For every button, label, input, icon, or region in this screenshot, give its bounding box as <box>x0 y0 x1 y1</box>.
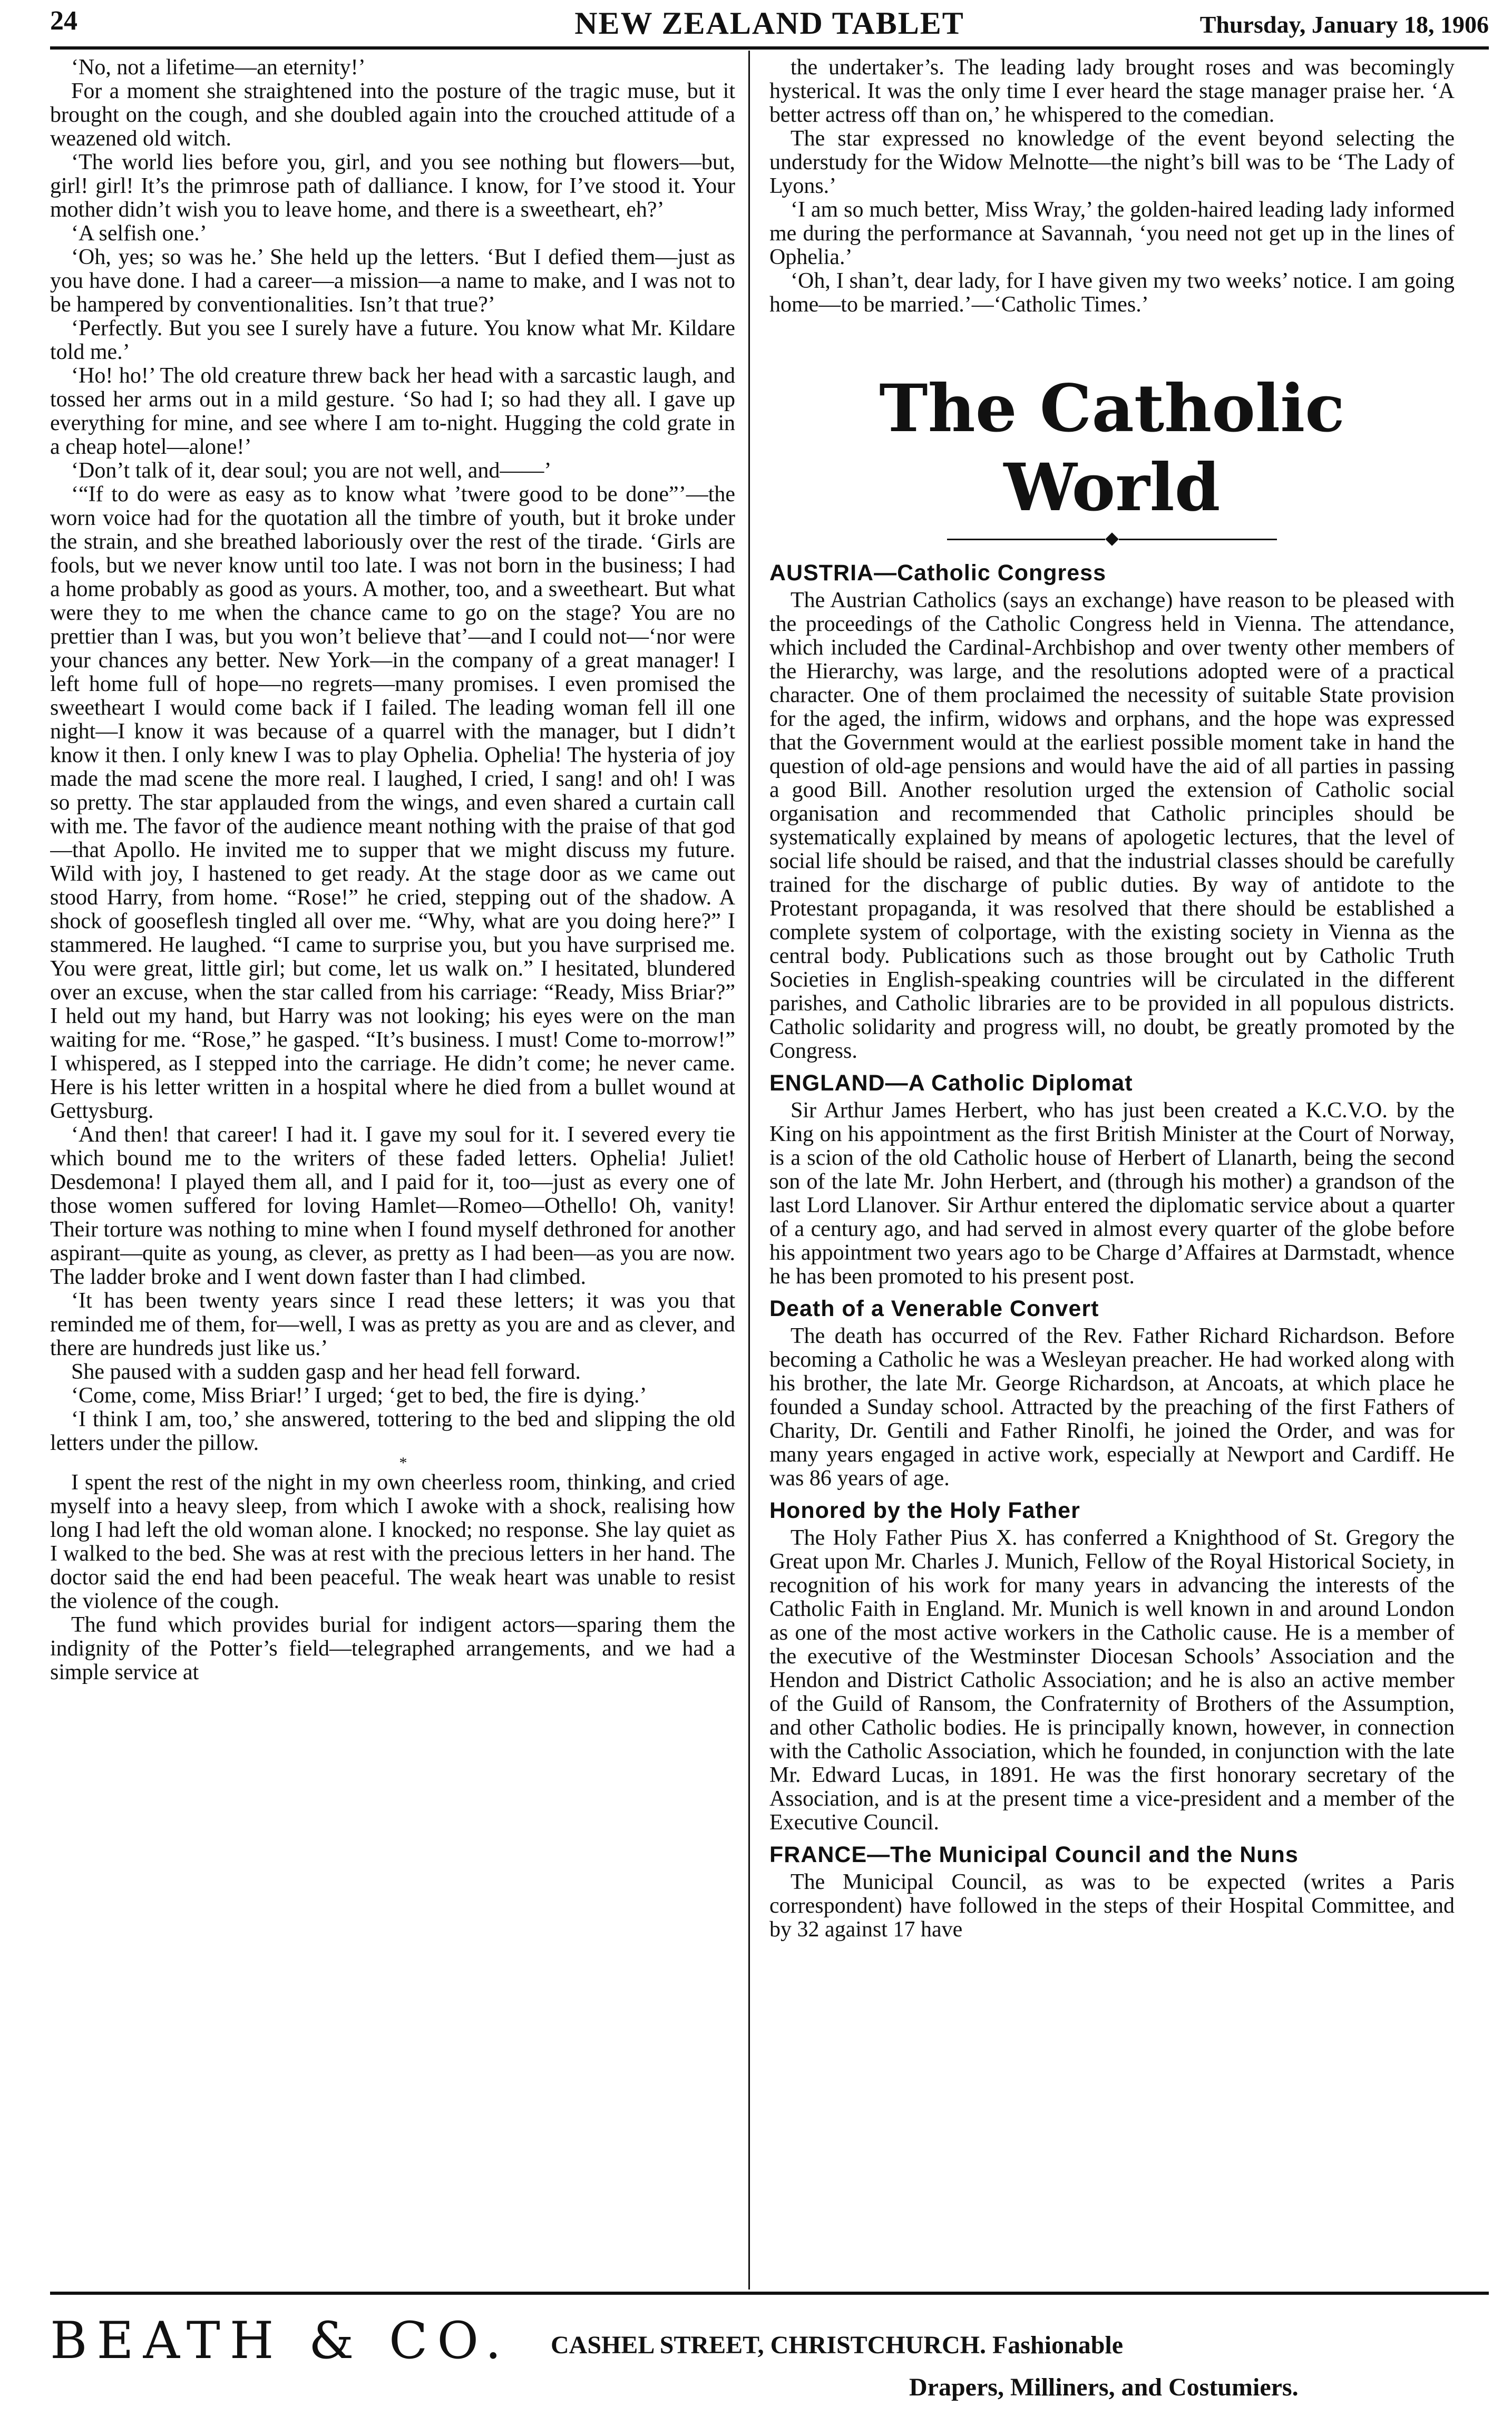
story-paragraph: She paused with a sudden gasp and her head fell forward. <box>71 1360 581 1384</box>
ornament-rule <box>1119 539 1277 540</box>
page-header <box>50 5 1489 42</box>
masthead: NEW ZEALAND TABLET <box>574 6 964 41</box>
article-heading: FRANCE—The Municipal Council and the Nuns <box>769 1842 1299 1867</box>
story-paragraph: ‘Perfectly. But you see I surely have a future. You know what Mr. Kildare told me.’ <box>50 316 735 364</box>
article-paragraph: The Holy Father Pius X. has conferred a Knighthood of St. Gregory the Great upon Mr. Charles J. Munich, Fellow of the Royal Historical Society, in recognition of his work for many years in advancing the interests of the Catholic Faith in England. Mr. Munich is well known in and around London as one of the most active workers in the Catholic cause. He is a member of the executive of the Westminster Diocesan Schools’ Association and the Hendon and District Catholic Association; and he is also an active member of the Guild of Ransom, the Confraternity of Brothers of the Assumption, and other Catholic bodies. He is principally known, however, in connection with the Catholic Association, which he founded, in conjunction with the late Mr. Edward Lucas, in 1891. He was the first honorary secretary of the Association, and is at the present time a vice-president and a member of the Executive Council. <box>769 1526 1455 1835</box>
title-ornament <box>769 528 1455 549</box>
story-paragraph: ‘The world lies before you, girl, and you see nothing but flowers—but, girl! girl! It’s the primrose path of dalliance. I know, for I’ve stood it. Your mother didn’t wish you to leave home, and there is a sweetheart, eh?’ <box>50 150 735 222</box>
story-paragraph: ‘I think I am, too,’ she answered, tottering to the bed and slipping the old letters under the pillow. <box>50 1407 735 1455</box>
header-rule <box>50 46 1489 50</box>
left-column <box>50 56 735 2288</box>
footer-advertisement <box>50 2301 1489 2406</box>
section-title: The Catholic World <box>879 371 1345 526</box>
article-heading: Death of a Venerable Convert <box>769 1296 1099 1321</box>
footer-rule <box>50 2292 1489 2295</box>
story-paragraph: I spent the rest of the night in my own cheerless room, thinking, and cried myself into a heavy sleep, from which I awoke with a shock, realising how long I had left the old woman alone. I knocked; no response. She lay quiet as I walked to the bed. She was at rest with the precious letters in her hand. The doctor said the end had been peaceful. The weak heart was unable to resist the violence of the cough. <box>50 1470 735 1613</box>
article-paragraph: The Austrian Catholics (says an exchange) have reason to be pleased with the proceedings of the Catholic Congress held in Vienna. The attendance, which included the Cardinal-Archbishop and over twenty other members of the Hierarchy, was large, and the resolutions adopted were of a practical character. One of them proclaimed the necessity of suitable State provision for the aged, the infirm, widows and orphans, and the hope was expressed that the Government would at the earliest possible moment take in hand the question of old-age pensions and would have the aid of all parties in passing a good Bill. Another resolution urged the extension of Catholic social organisation and recommended that Catholic principles should be systematically explained by means of apologetic lectures, that the level of social life should be raised, and that the industrial classes should be carefully trained for the discharge of public duties. By way of antidote to the Protestant propaganda, it was resolved that there should be established a complete system of colportage, with the existing society in Vienna as the central body. Publications such as those brought out by Catholic Truth Societies in English-speaking countries will be circulated in the different parishes, and Catholic libraries are to be provided in all populous districts. Catholic solidarity and progress will, no doubt, be greatly promoted by the Congress. <box>769 588 1455 1063</box>
diamond-icon <box>1105 532 1118 545</box>
story-paragraph: The star expressed no knowledge of the event beyond selecting the understudy for the Widow Melnotte—the night’s bill was to be ‘The Lady of Lyons.’ <box>769 126 1455 198</box>
advertisement-text <box>551 2324 1299 2409</box>
section-separator: * <box>399 1454 407 1472</box>
advertisement-line: Drapers, Milliners, and Costumiers. <box>909 2373 1299 2401</box>
advertisement-line: CASHEL STREET, CHRISTCHURCH. Fashionable <box>551 2331 1124 2359</box>
page-number: 24 <box>50 6 77 36</box>
story-paragraph: ‘Oh, yes; so was he.’ She held up the letters. ‘But I defied them—just as you have done. I had a career—a mission—a name to make, and I was not to be hampered by conventionalities. Isn’t that true?’ <box>50 245 735 317</box>
story-paragraph: ‘It has been twenty years since I read these letters; it was you that reminded me of them, for—well, I was as pretty as you are and as clever, and there are hundreds just like us.’ <box>50 1289 735 1360</box>
story-paragraph: ‘No, not a lifetime—an eternity!’ <box>71 56 366 80</box>
article-paragraph: The Municipal Council, as was to be expected (writes a Paris correspondent) have followed in the steps of their Hospital Committee, and by 32 against 17 have <box>769 1870 1455 1942</box>
story-paragraph: For a moment she straightened into the posture of the tragic muse, but it brought on the cough, and she doubled again into the crouched attitude of a weazened old witch. <box>50 79 735 151</box>
story-paragraph: ‘“If to do were as easy as to know what ’twere good to be done”’—the worn voice had for the quotation all the timbre of youth, but it broke under the strain, and she breathed laboriously over the rest of the tirade. ‘Girls are fools, but we never know until too late. I was not born in the business; I had a home probably as good as yours. A mother, too, and a sweetheart. But what were they to me when the chance came to go on the stage? You are no prettier than I was, but you won’t believe that’—and I could not—‘nor were your chances any better. New York—in the company of a great manager! I left home full of hope—no regrets—many promises. I even promised the sweetheart I would come back if I failed. The leading woman fell ill one night—I know it was because of a quarrel with the manager, but I didn’t know it then. I only knew I was to play Ophelia. Ophelia! The hysteria of joy made the mad scene the more real. I laughed, I cried, I sang! and oh! I was so pretty. The star applauded from the wings, and even shared a curtain call with me. The favor of the audience meant nothing with the praise of that god—that Apollo. He invited me to supper that we might discuss my future. Wild with joy, I hastened to get ready. At the stage door as we came out stood Harry, from home. “Rose!” he cried, stepping out of the shadow. A shock of gooseflesh tingled all over me. “Why, what are you doing here?” I stammered. He laughed. “I came to surprise you, but you have surprised me. You were great, little girl; but come, let us walk on.” I hesitated, blundered over an excuse, when the star called from his carriage: “Ready, Miss Briar?” I held out my hand, but Harry was not looking; his eyes were on the man waiting for me. “Rose,” he gasped. “It’s business. I must! Come to-morrow!” I whispered, as I stepped into the carriage. He didn’t come; he never came. Here is his letter written in a hospital where he died from a bullet wound at Gettysburg. <box>50 482 735 1123</box>
story-paragraph: The fund which provides burial for indigent actors—sparing them the indignity of the Potter’s field—telegraphed arrangements, and we had a simple service at <box>50 1613 735 1684</box>
story-paragraph: ‘Ho! ho!’ The old creature threw back her head with a sarcastic laugh, and tossed her arms out in a mild gesture. ‘So had I; so had they all. I gave up everything for mine, and see where I am to-night. Hugging the cold grate in a cheap hotel—alone!’ <box>50 364 735 459</box>
issue-date: Thursday, January 18, 1906 <box>1199 11 1489 38</box>
column-divider <box>748 51 750 2290</box>
story-paragraph: ‘And then! that career! I had it. I gave my soul for it. I severed every tie which bound me to the writers of these faded letters. Ophelia! Juliet! Desdemona! I played them all, and I paid for it, too—just as every one of those women suffered for loving Hamlet—Romeo—Othello! Oh, vanity! Their torture was nothing to mine when I found myself dethroned for another aspirant—quite as young, as clever, as pretty as I had been—as you are now. The ladder broke and I went down faster than I had climbed. <box>50 1123 735 1289</box>
story-paragraph: ‘A selfish one.’ <box>71 221 207 246</box>
story-paragraph: ‘Oh, I shan’t, dear lady, for I have given my two weeks’ notice. I am going home—to be married.’—‘Catholic Times.’ <box>769 269 1455 317</box>
story-paragraph: ‘Come, come, Miss Briar!’ I urged; ‘get to bed, the fire is dying.’ <box>71 1384 647 1408</box>
right-column <box>769 56 1455 2288</box>
article-heading: Honored by the Holy Father <box>769 1498 1080 1523</box>
article-paragraph: The death has occurred of the Rev. Father Richard Richardson. Before becoming a Catholic he was a Wesleyan preacher. He had worked along with his brother, the late Mr. George Richardson, at Ancoats, at which place he founded a Sunday school. Attracted by the preaching of the first Fathers of Charity, Dr. Gentili and Father Rinolfi, he joined the Order, and was for many years engaged in active work, especially at Newport and Cardiff. He was 86 years of age. <box>769 1324 1455 1490</box>
article-heading: AUSTRIA—Catholic Congress <box>769 560 1107 586</box>
ornament-rule <box>947 539 1105 540</box>
article-paragraph: Sir Arthur James Herbert, who has just been created a K.C.V.O. by the King on his appointment as the first British Minister at the Court of Norway, is a scion of the old Catholic house of Herbert of Llanarth, being the second son of the late Mr. John Herbert, and (through his mother) a grandson of the last Lord Llanover. Sir Arthur entered the diplomatic service about a quarter of a century ago, and had served in almost every quarter of the globe before his appointment two years ago to be Charge d’Affaires at Darmstadt, whence he has been promoted to his present post. <box>769 1098 1455 1289</box>
story-paragraph: the undertaker’s. The leading lady brought roses and was becomingly hysterical. It was the only time I ever heard the stage manager praise her. ‘A better actress off than on,’ he whispered to the comedian. <box>769 56 1455 127</box>
story-paragraph: ‘Don’t talk of it, dear soul; you are not well, and——’ <box>71 459 552 483</box>
article-heading: ENGLAND—A Catholic Diplomat <box>769 1070 1133 1096</box>
advertiser-name: BEATH & CO. <box>50 2311 511 2370</box>
story-paragraph: ‘I am so much better, Miss Wray,’ the golden-haired leading lady informed me during the performance at Savannah, ‘you need not get up in the lines of Ophelia.’ <box>769 198 1455 269</box>
